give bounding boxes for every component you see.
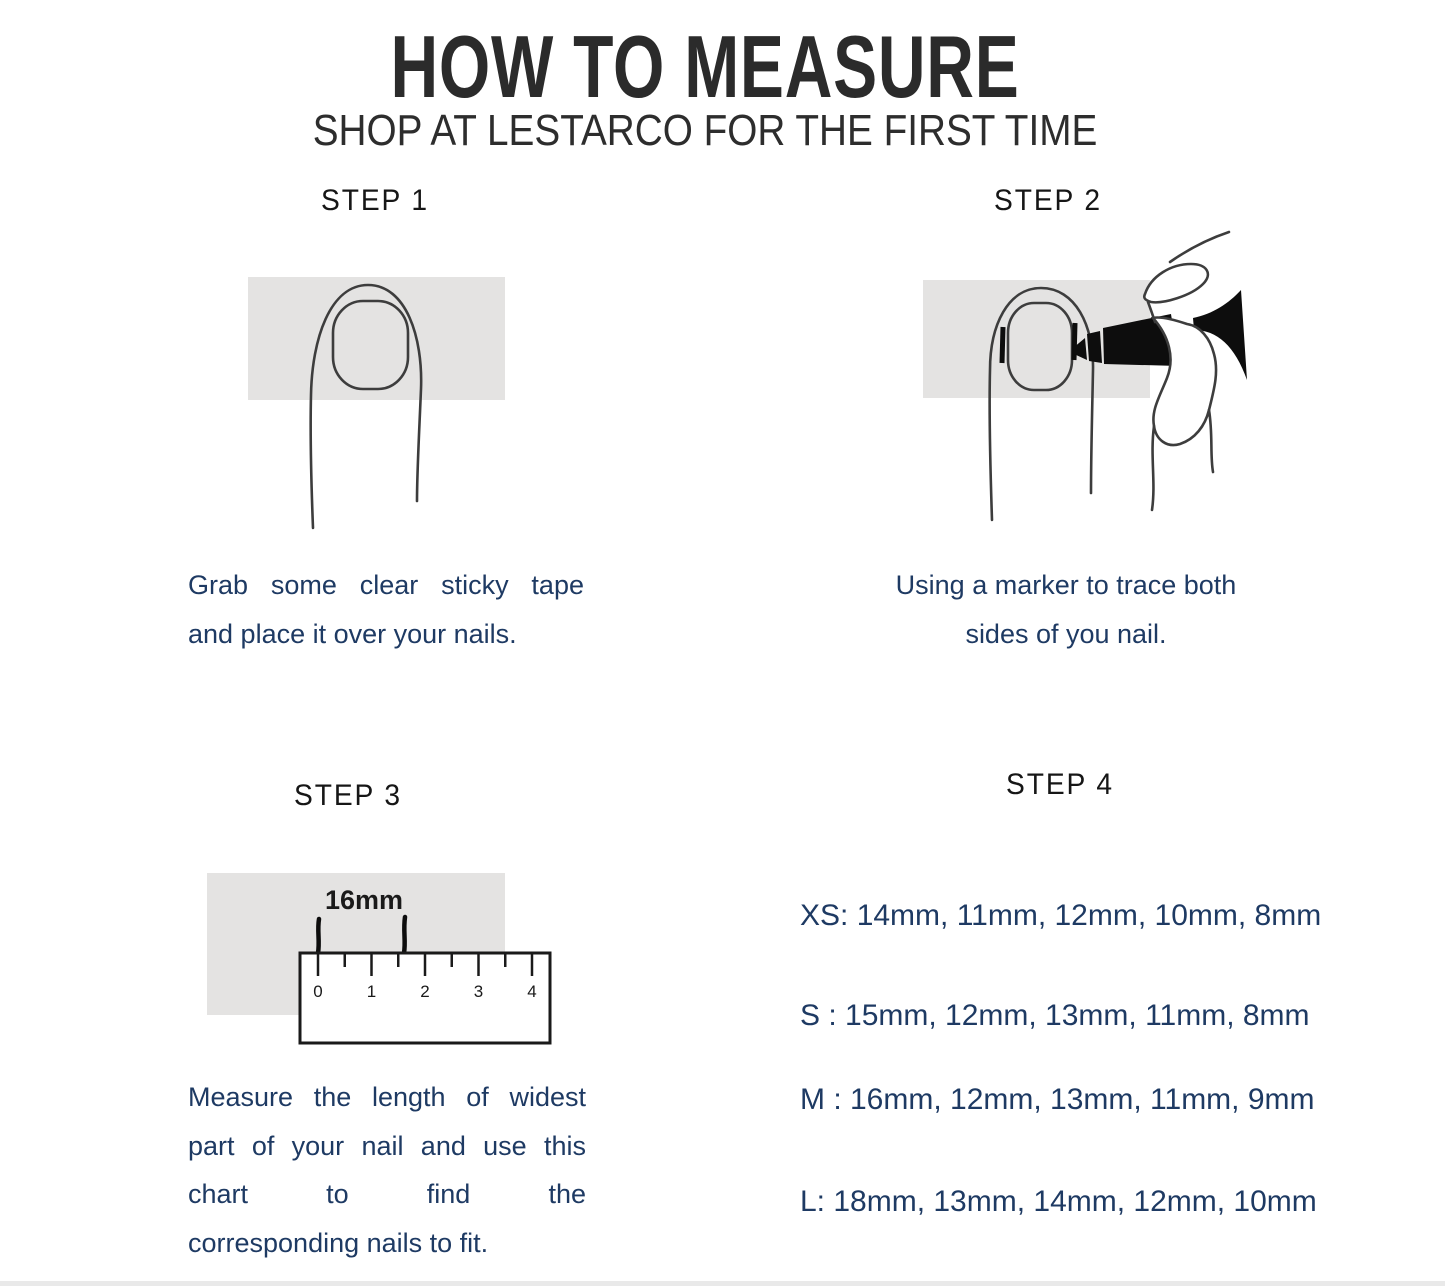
step3-heading: STEP 3 [294, 779, 402, 812]
caption-line: sides of you nail. [965, 618, 1167, 649]
ruler-tick-label: 0 [313, 982, 323, 1001]
size-chart [800, 896, 1322, 1236]
tape-strip [248, 277, 505, 400]
step2-heading: STEP 2 [994, 184, 1102, 217]
ruler [300, 953, 550, 1043]
index-finger-line [1170, 232, 1229, 262]
caption-line: chart to find the [188, 1179, 586, 1209]
step2-caption [855, 561, 1277, 658]
caption-line: corresponding nails to fit. [188, 1227, 489, 1258]
page-subtitle: SHOP AT LESTARCO FOR THE FIRST TIME [312, 106, 1098, 155]
measurement-value-label: 16mm [324, 885, 404, 915]
caption-line: Grab some clear sticky tape [188, 570, 584, 600]
step3-caption [188, 1073, 586, 1267]
caption-line: Using a marker to trace both [895, 570, 1237, 600]
size-row-xs: XS: 14mm, 11mm, 12mm, 10mm, 8mm [800, 899, 1322, 932]
page-title: HOW TO MEASURE [390, 17, 1020, 116]
wrist-line-right [1209, 410, 1213, 472]
marker-tracing-illustration [923, 230, 1263, 530]
marker-ferrule [1087, 331, 1102, 363]
ruler-tick-label: 3 [473, 982, 484, 1001]
bottom-divider [0, 1281, 1445, 1286]
thumb-outline [1144, 264, 1208, 302]
size-row-m: M : 16mm, 12mm, 13mm, 11mm, 9mm [800, 1083, 1315, 1116]
step1-caption [188, 561, 584, 658]
ruler-tick-label: 2 [420, 982, 430, 1001]
hand-outline [1144, 232, 1229, 510]
size-row-s: S : 15mm, 12mm, 13mm, 11mm, 8mm [800, 999, 1310, 1032]
step4-heading: STEP 4 [1006, 768, 1114, 801]
wrist-line-left [1152, 426, 1154, 510]
caption-line: and place it over your nails. [188, 618, 517, 649]
trace-mark-left [318, 919, 319, 953]
caption-line: Measure the length of widest [188, 1082, 586, 1112]
trace-mark-right [404, 917, 405, 953]
trace-mark-right [1074, 323, 1075, 360]
ruler-tick-label: 1 [366, 982, 377, 1001]
size-row-l: L: 18mm, 13mm, 14mm, 12mm, 10mm [800, 1185, 1317, 1218]
step1-heading: STEP 1 [321, 184, 429, 217]
ruler-measuring-illustration [207, 873, 552, 1045]
finger-under-tape-illustration [248, 277, 505, 532]
caption-line: part of your nail and use this [188, 1130, 586, 1161]
trace-mark-left [1002, 327, 1003, 363]
ruler-tick-label: 4 [527, 982, 537, 1001]
